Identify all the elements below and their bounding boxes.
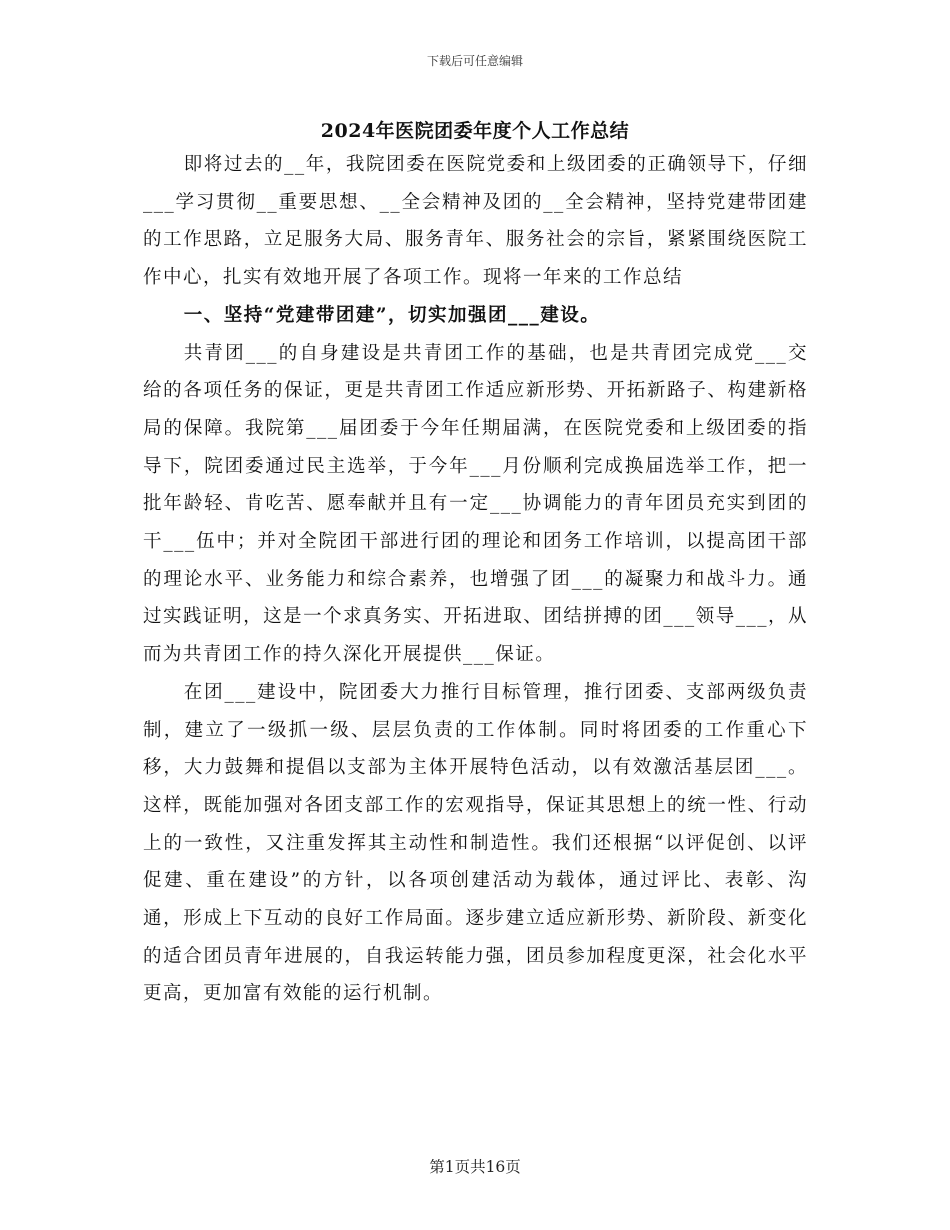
document-body	[143, 146, 808, 1013]
document-title: 2024年医院团委年度个人工作总结	[320, 120, 630, 142]
intro-paragraph: 即将过去的__年，我院团委在医院党委和上级团委的正确领导下，仔细___学习贯彻__重要思想、__全会精神及团的__全会精神，坚持党建带团建的工作思路，立足服务大局、服务青年、服务社会的宗旨，紧紧围绕医院工作中心，扎实有效地开展了各项工作。现将一年来的工作总结	[143, 154, 808, 289]
body-paragraph: 共青团___的自身建设是共青团工作的基础，也是共青团完成党___交给的各项任务的保证，更是共青团工作适应新形势、开拓新路子、构建新格局的保障。我院第___届团委于今年任期届满，在医院党委和上级团委的指导下，院团委通过民主选举，于今年___月份顺利完成换届选举工作，把一批年龄轻、肯吃苦、愿奉献并且有一定___协调能力的青年团员充实到团的干___伍中；并对全院团干部进行团的理论和团务工作培训，以提高团干部的理论水平、业务能力和综合素养，也增强了团___的凝聚力和战斗力。通过实践证明，这是一个求真务实、开拓进取、团结拼搏的团___领导___，从而为共青团工作的持久深化开展提供___保证。	[143, 342, 808, 666]
page-footer-number: 第1页共16页	[429, 1158, 521, 1176]
body-paragraph: 在团___建设中，院团委大力推行目标管理，推行团委、支部两级负责制，建立了一级抓一级、层层负责的工作体制。同时将团委的工作重心下移，大力鼓舞和提倡以支部为主体开展特色活动，以有效激活基层团___。这样，既能加强对各团支部工作的宏观指导，保证其思想上的统一性、行动上的一致性，又注重发挥其主动性和制造性。我们还根据“以评促创、以评促建、重在建设”的方针，以各项创建活动为载体，通过评比、表彰、沟通，形成上下互动的良好工作局面。逐步建立适应新形势、新阶段、新变化的适合团员青年进展的，自我运转能力强，团员参加程度更深，社会化水平更高，更加富有效能的运行机制。	[143, 681, 808, 1005]
page-header-note: 下载后可任意编辑	[426, 54, 523, 68]
section-heading-1: 一、坚持“党建带团建”，切实加强团___建设。	[183, 304, 601, 326]
